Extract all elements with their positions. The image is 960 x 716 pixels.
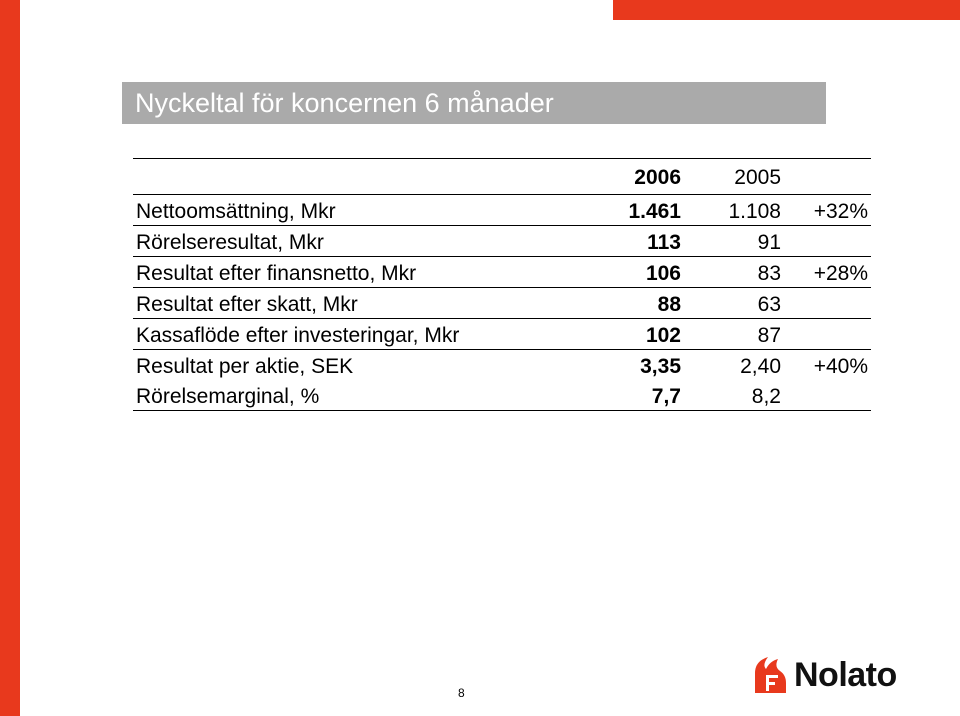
value-2005: 63 (757, 293, 781, 316)
header-2005: 2005 (734, 166, 781, 189)
row-label: Resultat efter finansnetto, Mkr (136, 262, 417, 285)
row-label: Nettoomsättning, Mkr (136, 200, 336, 223)
top-accent-bar (613, 0, 960, 20)
nolato-logo (752, 653, 897, 697)
table-row (133, 350, 871, 380)
table-row (133, 257, 871, 288)
value-change: +28% (813, 262, 868, 285)
value-change: +40% (813, 355, 868, 378)
value-2005: 1.108 (728, 200, 781, 223)
table-row (133, 195, 871, 226)
nolato-flame-icon (752, 655, 790, 695)
kpi-table (133, 158, 871, 411)
table-row (133, 319, 871, 350)
value-2005: 87 (757, 324, 781, 347)
table-row (133, 226, 871, 257)
page-number: 8 (458, 686, 465, 700)
table-row (133, 288, 871, 319)
value-2006: 102 (645, 324, 681, 347)
value-2006: 106 (645, 262, 681, 285)
value-2005: 8,2 (751, 385, 781, 408)
row-label: Resultat per aktie, SEK (136, 355, 354, 378)
value-2005: 83 (757, 262, 781, 285)
table-row (133, 380, 871, 411)
value-2006: 88 (657, 293, 681, 316)
value-2006: 1.461 (628, 200, 681, 223)
slide-title: Nyckeltal för koncernen 6 månader (122, 82, 826, 124)
value-2006: 113 (647, 231, 681, 254)
row-label: Rörelseresultat, Mkr (136, 231, 324, 254)
left-accent-bar (0, 0, 20, 716)
value-2006: 3,35 (640, 355, 681, 378)
row-label: Kassaflöde efter investeringar, Mkr (136, 324, 460, 347)
row-label: Rörelsemarginal, % (136, 385, 320, 408)
header-2006: 2006 (634, 166, 681, 189)
value-2006: 7,7 (651, 385, 681, 408)
logo-text: Nolato (794, 656, 897, 694)
value-change: +32% (813, 200, 868, 223)
table-header-row (133, 159, 871, 195)
value-2005: 91 (757, 231, 781, 254)
row-label: Resultat efter skatt, Mkr (136, 293, 358, 316)
value-2005: 2,40 (740, 355, 781, 378)
